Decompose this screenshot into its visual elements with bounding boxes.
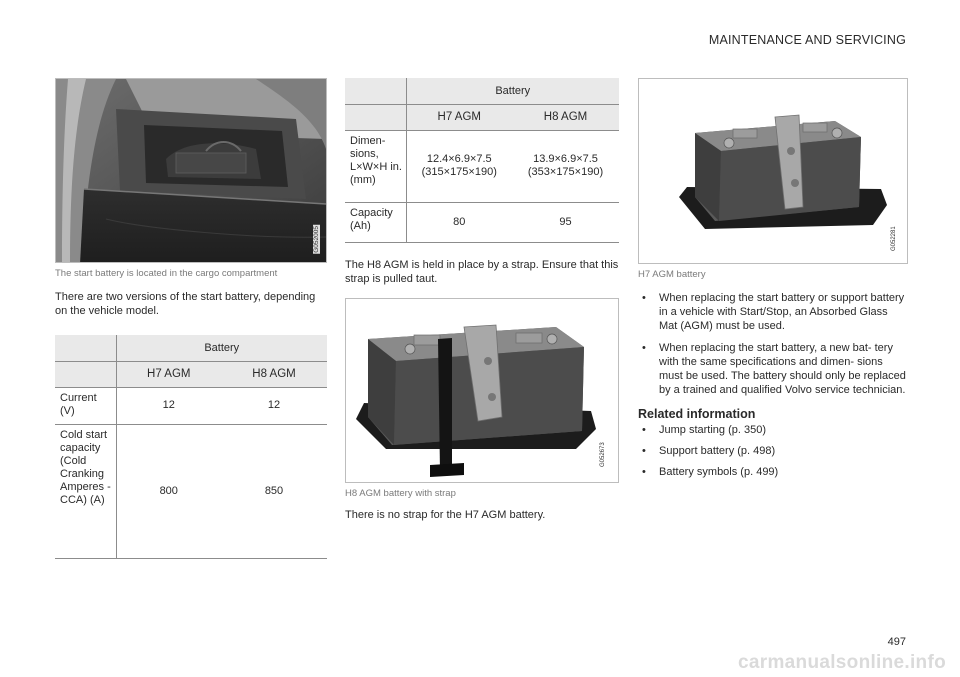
- svg-text:G052281: G052281: [891, 226, 897, 251]
- section-header: MAINTENANCE AND SERVICING: [708, 33, 906, 47]
- related-link-text[interactable]: Battery symbols (p. 499): [659, 466, 779, 478]
- replacement-notes: [638, 291, 908, 397]
- table-corner: [55, 361, 116, 387]
- cell-h8: 13.9×6.9×7.5 (353×175×190): [512, 130, 619, 202]
- battery-table-current: [55, 335, 327, 559]
- figure-caption: The start battery is located in the cargo compartment: [55, 268, 278, 279]
- cell-h7: 12.4×6.9×7.5 (315×175×190): [406, 130, 512, 202]
- figure-id: G052005: [313, 226, 320, 253]
- list-item: [638, 341, 908, 397]
- cell-h7: 800: [116, 424, 221, 558]
- table-row: [55, 387, 327, 424]
- h8-battery-illustration: [346, 299, 618, 483]
- related-list: [638, 423, 908, 479]
- h7-battery-illustration: [639, 79, 907, 264]
- list-item-text: When replacing the start battery, a new bat- tery with the same specifications and dimen- sions must be used. The battery should only be replaced by a trained and qualified Volvo service technician.: [659, 342, 906, 396]
- cell-h7: 80: [406, 202, 512, 242]
- middle-column: [345, 78, 619, 522]
- cell-h8: 850: [221, 424, 327, 558]
- bullet-dot: •: [642, 466, 646, 478]
- cargo-compartment-figure: [55, 78, 327, 263]
- col-header-h8: H8 AGM: [512, 104, 619, 130]
- table-row: [345, 202, 619, 242]
- cargo-compartment-illustration: [56, 79, 326, 263]
- table-corner: [345, 104, 406, 130]
- intro-paragraph: There are two versions of the start battery, depending on the vehicle model.: [55, 291, 316, 317]
- no-strap-paragraph: There is no strap for the H7 AGM battery.: [345, 508, 546, 521]
- battery-group-header: Battery: [116, 335, 327, 361]
- bullet-dot: •: [642, 292, 646, 304]
- related-link-text[interactable]: Jump starting (p. 350): [659, 424, 766, 436]
- related-link[interactable]: [638, 465, 908, 479]
- table-row: [55, 424, 327, 558]
- bullet-dot: •: [642, 424, 646, 436]
- figure-caption: H7 AGM battery: [638, 269, 706, 280]
- row-label: Cold start capacity (Cold Cranking Amperes - CCA) (A): [55, 424, 116, 558]
- figure-caption: H8 AGM battery with strap: [345, 487, 456, 499]
- col-header-h7: H7 AGM: [116, 361, 221, 387]
- row-label: Dimen- sions, L×W×H in. (mm): [345, 130, 406, 202]
- list-item-text: When replacing the start battery or support battery in a vehicle with Start/Stop, an Absorbed Glass Mat (AGM) must be used.: [659, 292, 905, 332]
- page-number: 497: [887, 636, 906, 648]
- row-label: Current (V): [55, 387, 116, 424]
- col-header-h8: H8 AGM: [221, 361, 327, 387]
- cell-h7: 12: [116, 387, 221, 424]
- right-column: [638, 78, 908, 486]
- related-link-text[interactable]: Support battery (p. 498): [659, 445, 776, 457]
- table-corner: [345, 78, 406, 104]
- battery-group-header: Battery: [406, 78, 619, 104]
- row-label: Capacity (Ah): [345, 202, 406, 242]
- cell-h8: 12: [221, 387, 327, 424]
- table-row: [345, 130, 619, 202]
- col-header-h7: H7 AGM: [406, 104, 512, 130]
- h8-battery-figure: [345, 298, 619, 483]
- h7-battery-figure: [638, 78, 908, 264]
- table-corner: [55, 335, 116, 361]
- left-column: [55, 78, 327, 559]
- related-heading: Related information: [638, 407, 756, 421]
- battery-table-dimensions: [345, 78, 619, 243]
- svg-text:G052673: G052673: [600, 441, 606, 467]
- list-item: [638, 291, 908, 333]
- bullet-dot: •: [642, 342, 646, 354]
- related-link[interactable]: [638, 423, 908, 437]
- strap-paragraph: The H8 AGM is held in place by a strap. Ensure that this strap is pulled taut.: [345, 258, 619, 285]
- cell-h8: 95: [512, 202, 619, 242]
- bullet-dot: •: [642, 445, 646, 457]
- watermark: carmanualsonline.info: [738, 652, 946, 673]
- related-link[interactable]: [638, 444, 908, 458]
